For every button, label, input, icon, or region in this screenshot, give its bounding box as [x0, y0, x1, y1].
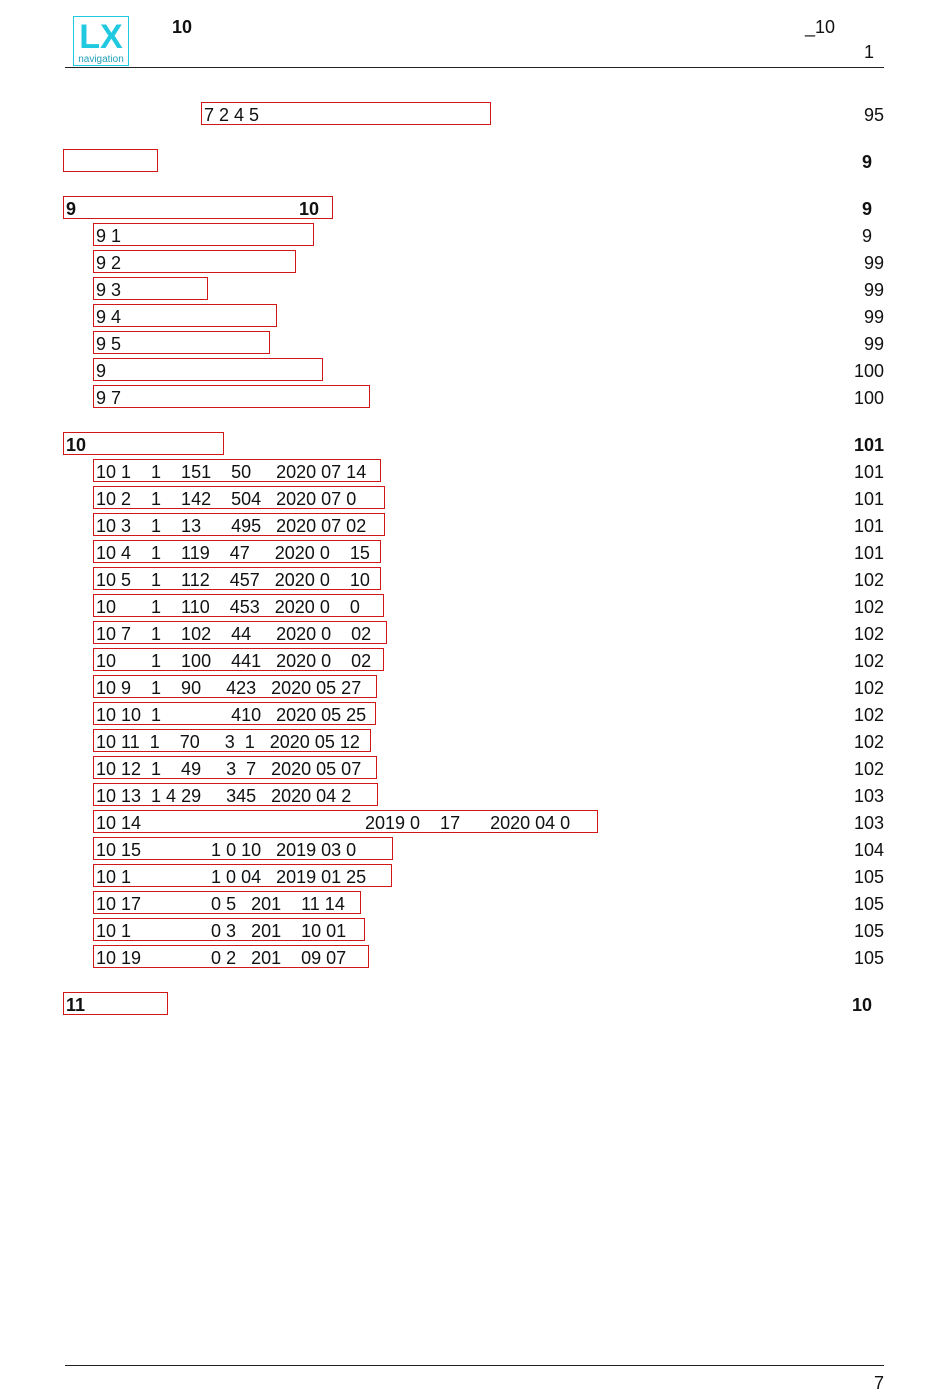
toc-entry-page: 102 [853, 732, 884, 752]
toc-entry[interactable] [0, 945, 950, 971]
toc-entry-page: 101 [853, 516, 884, 536]
toc-entry-label: 10 1 0 3 201 10 01 [96, 921, 347, 941]
toc-entry-page: 9 [861, 199, 872, 219]
toc-entry[interactable] [0, 918, 950, 944]
toc-entry-label: 10 10 1 410 2020 05 25 [96, 705, 367, 725]
toc-entry[interactable] [0, 783, 950, 809]
toc-entry-page: 9 [861, 226, 872, 246]
toc-entry-label-suffix: 10 [299, 199, 320, 219]
toc-entry-page: 100 [853, 388, 884, 408]
toc-entry[interactable] [0, 864, 950, 890]
toc-entry-label: 10 19 0 2 201 09 07 [96, 948, 347, 968]
toc-entry[interactable] [0, 621, 950, 647]
toc-entry-page: 102 [853, 678, 884, 698]
toc-entry-label: 9 [66, 199, 77, 219]
toc-entry[interactable] [0, 102, 950, 128]
footer-divider [65, 1365, 884, 1366]
toc-entry[interactable] [0, 810, 950, 836]
toc-link-box[interactable] [93, 358, 323, 381]
toc-entry-page: 104 [853, 840, 884, 860]
toc-entry-label: 10 13 1 4 29 345 2020 04 2 [96, 786, 352, 806]
toc-entry-label: 10 9 1 90 423 2020 05 27 [96, 678, 362, 698]
toc-entry-label: 10 3 1 13 495 2020 07 02 [96, 516, 367, 536]
toc-section-entry[interactable] [0, 432, 950, 458]
toc-entry-dates: 2019 0 17 2020 04 0 [365, 813, 571, 833]
toc-entry-page: 102 [853, 624, 884, 644]
header-right-label: _10 [805, 17, 836, 37]
toc-entry-label: 9 [96, 361, 107, 381]
toc-entry-page: 10 [851, 995, 872, 1015]
toc-entry[interactable] [0, 729, 950, 755]
toc-entry-label: 10 2 1 142 504 2020 07 0 [96, 489, 357, 509]
toc-entry-page: 101 [853, 543, 884, 563]
toc-entry-label: 9 1 [96, 226, 122, 246]
toc-entry-page: 103 [853, 786, 884, 806]
toc-entry-label: 10 15 1 0 10 2019 03 0 [96, 840, 357, 860]
toc-entry[interactable] [0, 459, 950, 485]
toc-entry-page: 105 [853, 894, 884, 914]
toc-entry-label: 10 1 110 453 2020 0 0 [96, 597, 360, 617]
toc-entry-page: 102 [853, 597, 884, 617]
toc-link-box[interactable] [63, 432, 224, 455]
toc-entry-label: 9 5 [96, 334, 122, 354]
logo-letters: LX [79, 18, 123, 56]
toc-section-entry[interactable] [0, 149, 950, 175]
toc-entry[interactable] [0, 702, 950, 728]
toc-entry[interactable] [0, 675, 950, 701]
toc-entry-page: 102 [853, 570, 884, 590]
toc-entry-label: 9 4 [96, 307, 122, 327]
header-page-number: 1 [864, 42, 875, 62]
toc-link-box[interactable] [63, 149, 158, 172]
header-chapter-number: 10 [172, 17, 193, 37]
toc-entry[interactable] [0, 223, 950, 249]
toc-link-box[interactable] [63, 196, 333, 219]
toc-entry-page: 102 [853, 759, 884, 779]
toc-entry-label: 9 7 [96, 388, 122, 408]
toc-entry-label: 10 14 [96, 813, 142, 833]
header-divider [65, 67, 884, 68]
toc-entry[interactable] [0, 540, 950, 566]
toc-entry-label: 10 1 100 441 2020 0 02 [96, 651, 372, 671]
toc-entry[interactable] [0, 567, 950, 593]
toc-entry-page: 99 [863, 307, 884, 327]
toc-entry-label: 10 11 1 70 3 1 2020 05 12 [96, 732, 360, 752]
toc-entry-page: 100 [853, 361, 884, 381]
toc-entry-label: 10 1 1 151 50 2020 07 14 [96, 462, 367, 482]
toc-section-entry[interactable] [0, 196, 950, 222]
toc-link-box[interactable] [93, 385, 370, 408]
toc-entry[interactable] [0, 250, 950, 276]
toc-entry[interactable] [0, 837, 950, 863]
toc-entry-page: 99 [863, 280, 884, 300]
toc-entry-page: 101 [853, 435, 884, 455]
toc-entry-page: 99 [863, 253, 884, 273]
toc-entry-page: 103 [853, 813, 884, 833]
toc-entry-page: 105 [853, 921, 884, 941]
toc-entry-label: 10 5 1 112 457 2020 0 10 [96, 570, 370, 590]
toc-entry-label: 7 2 4 5 [204, 105, 260, 125]
toc-entry[interactable] [0, 304, 950, 330]
toc-entry-label: 10 12 1 49 3 7 2020 05 07 [96, 759, 362, 779]
footer-page-number: 7 [873, 1373, 884, 1393]
toc-entry-label: 9 2 [96, 253, 122, 273]
toc-entry[interactable] [0, 331, 950, 357]
toc-entry-page: 9 [861, 152, 872, 172]
toc-entry[interactable] [0, 385, 950, 411]
toc-entry[interactable] [0, 648, 950, 674]
toc-entry[interactable] [0, 891, 950, 917]
toc-entry-page: 102 [853, 651, 884, 671]
toc-entry-page: 95 [863, 105, 884, 125]
toc-entry-page: 105 [853, 948, 884, 968]
toc-entry-label: 10 7 1 102 44 2020 0 02 [96, 624, 372, 644]
toc-section-entry[interactable] [0, 992, 950, 1018]
toc-entry-label: 10 1 1 0 04 2019 01 25 [96, 867, 367, 887]
toc-entry[interactable] [0, 486, 950, 512]
toc-link-box[interactable] [93, 250, 296, 273]
toc-entry-page: 101 [853, 489, 884, 509]
toc-entry[interactable] [0, 594, 950, 620]
toc-entry-page: 105 [853, 867, 884, 887]
toc-entry[interactable] [0, 513, 950, 539]
toc-entry-label: 10 [66, 435, 87, 455]
lx-navigation-logo [73, 16, 129, 66]
toc-entry-label: 10 17 0 5 201 11 14 [96, 894, 345, 914]
toc-entry-page: 99 [863, 334, 884, 354]
toc-entry-label: 11 [66, 995, 86, 1015]
toc-entry-label: 9 3 [96, 280, 122, 300]
toc-entry[interactable] [0, 358, 950, 384]
toc-entry[interactable] [0, 756, 950, 782]
toc-entry-page: 102 [853, 705, 884, 725]
toc-entry[interactable] [0, 277, 950, 303]
toc-entry-page: 101 [853, 462, 884, 482]
logo-caption: navigation [78, 54, 124, 65]
toc-link-box[interactable] [93, 223, 314, 246]
toc-entry-label: 10 4 1 119 47 2020 0 15 [96, 543, 370, 563]
